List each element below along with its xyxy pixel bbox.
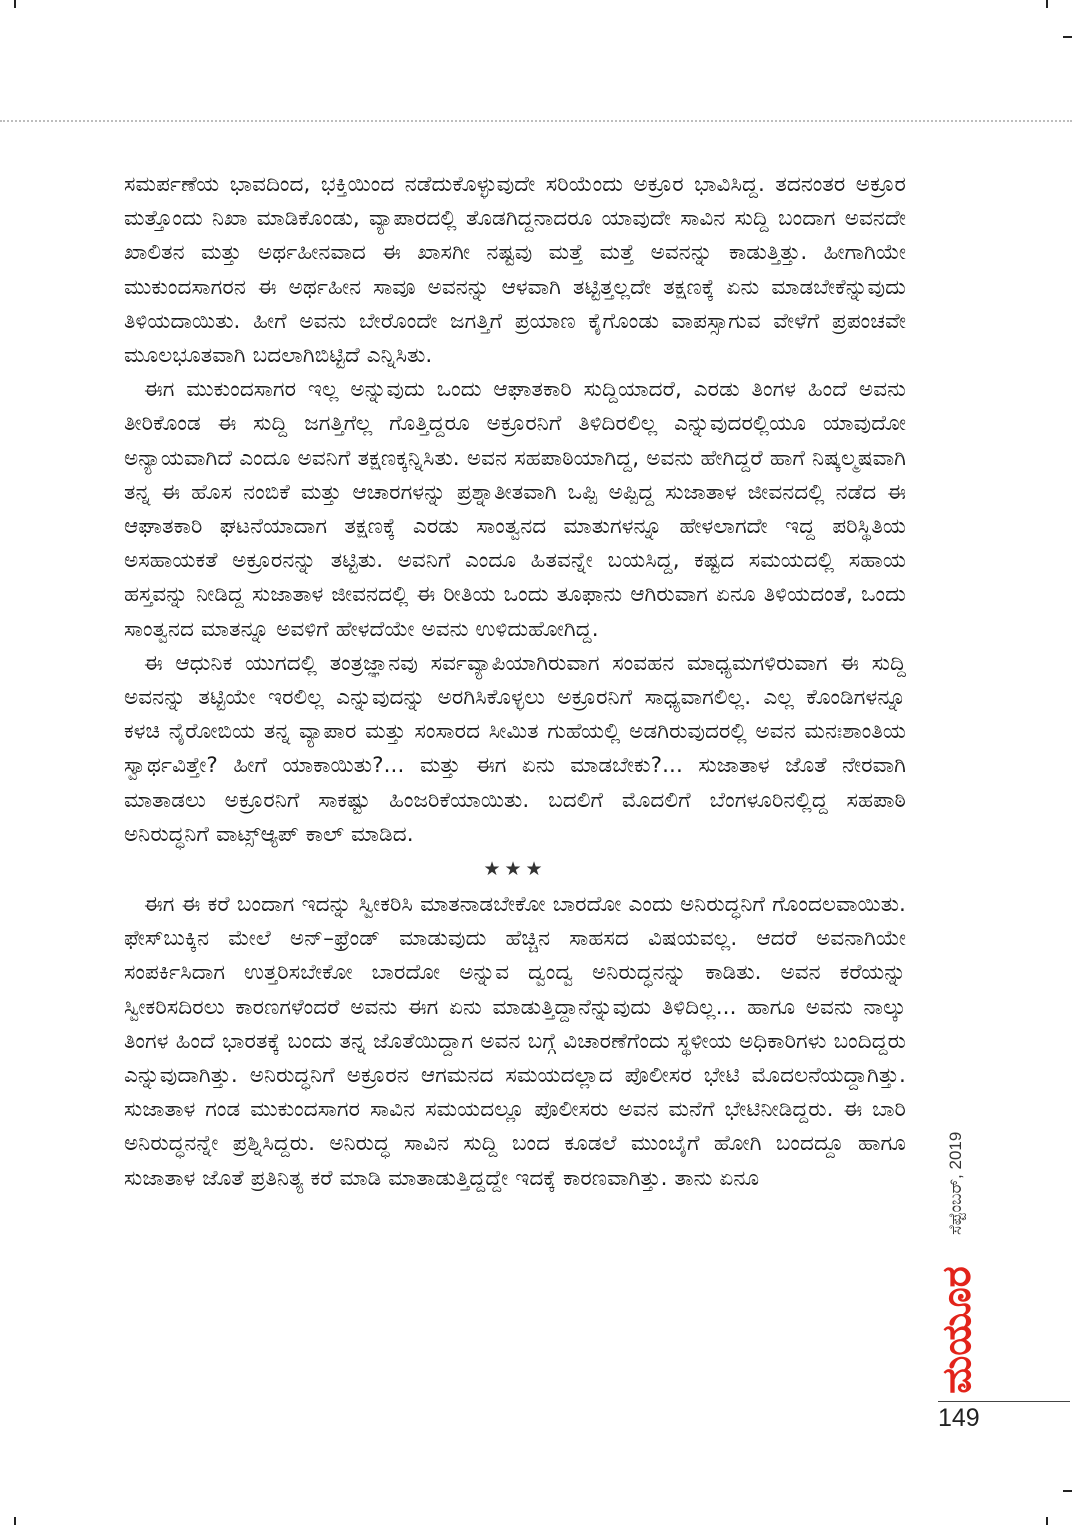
logo-text: ಮಯೂರ [934, 1266, 980, 1394]
magazine-logo [934, 1260, 980, 1400]
crop-mark-right-lower [1063, 1490, 1072, 1492]
article-paragraph: ಈ ಆಧುನಿಕ ಯುಗದಲ್ಲಿ ತಂತ್ರಜ್ಞಾನವು ಸರ್ವವ್ಯಾಪಿಯಾಗಿರುವಾಗ ಸಂವಹನ ಮಾಧ್ಯಮಗಳಿರುವಾಗ ಈ ಸುದ್ದಿ ಅವನನ್ನು ತಟ್ಟಿಯೇ ಇರಲಿಲ್ಲ ಎನ್ನುವುದನ್ನು ಅರಗಿಸಿಕೊಳ್ಳಲು ಅಕ್ರೂರನಿಗೆ ಸಾಧ್ಯವಾಗಲಿಲ್ಲ. ಎಲ್ಲ ಕೊಂಡಿಗಳನ್ನೂ ಕಳಚಿ ನೈರೋಬಿಯ ತನ್ನ ವ್ಯಾಪಾರ ಮತ್ತು ಸಂಸಾರದ ಸೀಮಿತ ಗುಹೆಯಲ್ಲಿ ಅಡಗಿರುವುದರಲ್ಲಿ ಅವನ ಮನಃಶಾಂತಿಯ ಸ್ವಾರ್ಥವಿತ್ತೇ? ಹೀಗೆ ಯಾಕಾಯಿತು?... ಮತ್ತು ಈಗ ಏನು ಮಾಡಬೇಕು?... ಸುಜಾತಾಳ ಜೊತೆ ನೇರವಾಗಿ ಮಾತಾಡಲು ಅಕ್ರೂರನಿಗೆ ಸಾಕಷ್ಟು ಹಿಂಜರಿಕೆಯಾಯಿತು. ಬದಲಿಗೆ ಮೊದಲಿಗೆ ಬೆಂಗಳೂರಿನಲ್ಲಿದ್ದ ಸಹಪಾಠಿ ಅನಿರುದ್ಧನಿಗೆ ವಾಟ್ಸ್‌ಆ್ಯಪ್ ಕಾಲ್ ಮಾಡಿದ. [124, 650, 906, 847]
magazine-sidebar [920, 1085, 990, 1405]
section-break-stars: ★★★ [483, 858, 547, 881]
footer-rule [938, 1401, 1070, 1402]
issue-date: ಸೆಪ್ಟೆಂಬರ್, 2019 [946, 1131, 965, 1235]
page-number: 149 [938, 1404, 980, 1432]
article-paragraph: ಈಗ ಮುಕುಂದಸಾಗರ ಇಲ್ಲ ಅನ್ನುವುದು ಒಂದು ಆಘಾತಕಾರಿ ಸುದ್ದಿಯಾದರೆ, ಎರಡು ತಿಂಗಳ ಹಿಂದೆ ಅವನು ತೀರಿಕೊಂಡ ಈ ಸುದ್ದಿ ಜಗತ್ತಿಗೆಲ್ಲ ಗೊತ್ತಿದ್ದರೂ ಅಕ್ರೂರನಿಗೆ ತಿಳಿದಿರಲಿಲ್ಲ ಎನ್ನುವುದರಲ್ಲಿಯೂ ಯಾವುದೋ ಅನ್ಯಾಯವಾಗಿದೆ ಎಂದೂ ಅವನಿಗೆ ತಕ್ಷಣಕ್ಕನ್ನಿಸಿತು. ಅವನ ಸಹಪಾಠಿಯಾಗಿದ್ದ, ಅವನು ಹೇಗಿದ್ದರೆ ಹಾಗೆ ನಿಷ್ಕಲ್ಮಷವಾಗಿ ತನ್ನ ಈ ಹೊಸ ನಂಬಿಕೆ ಮತ್ತು ಆಚಾರಗಳನ್ನು ಪ್ರಶ್ನಾತೀತವಾಗಿ ಒಪ್ಪಿ ಅಪ್ಪಿದ್ದ ಸುಜಾತಾಳ ಜೀವನದಲ್ಲಿ ನಡೆದ ಈ ಆಘಾತಕಾರಿ ಘಟನೆಯಾದಾಗ ತಕ್ಷಣಕ್ಕೆ ಎರಡು ಸಾಂತ್ವನದ ಮಾತುಗಳನ್ನೂ ಹೇಳಲಾಗದೇ ಇದ್ದ ಪರಿಸ್ಥಿತಿಯ ಅಸಹಾಯಕತೆ ಅಕ್ರೂರನನ್ನು ತಟ್ಟಿತು. ಅವನಿಗೆ ಎಂದೂ ಹಿತವನ್ನೇ ಬಯಸಿದ್ದ, ಕಷ್ಟದ ಸಮಯದಲ್ಲಿ ಸಹಾಯ ಹಸ್ತವನ್ನು ನೀಡಿದ್ದ ಸುಜಾತಾಳ ಜೀವನದಲ್ಲಿ ಈ ರೀತಿಯ ಒಂದು ತೂಫಾನು ಆಗಿರುವಾಗ ಏನೂ ತಿಳಿಯದಂತೆ, ಒಂದು ಸಾಂತ್ವನದ ಮಾತನ್ನೂ ಅವಳಿಗೆ ಹೇಳದೆಯೇ ಅವನು ಉಳಿದುಹೋಗಿದ್ದ. [124, 377, 906, 642]
header-dotted-rule [0, 120, 1072, 122]
article-body [124, 168, 906, 1196]
article-paragraph: ಈಗ ಈ ಕರೆ ಬಂದಾಗ ಇದನ್ನು ಸ್ವೀಕರಿಸಿ ಮಾತನಾಡಬೇಕೋ ಬಾರದೋ ಎಂದು ಅನಿರುದ್ಧನಿಗೆ ಗೊಂದಲವಾಯಿತು. ಫೇಸ್‌ಬುಕ್ಕಿನ ಮೇಲೆ ಅನ್–ಫ್ರೆಂಡ್ ಮಾಡುವುದು ಹೆಚ್ಚಿನ ಸಾಹಸದ ವಿಷಯವಲ್ಲ. ಆದರೆ ಅವನಾಗಿಯೇ ಸಂಪರ್ಕಿಸಿದಾಗ ಉತ್ತರಿಸಬೇಕೋ ಬಾರದೋ ಅನ್ನುವ ದ್ವಂದ್ವ ಅನಿರುದ್ಧನನ್ನು ಕಾಡಿತು. ಅವನ ಕರೆಯನ್ನು ಸ್ವೀಕರಿಸದಿರಲು ಕಾರಣಗಳೆಂದರೆ ಅವನು ಈಗ ಏನು ಮಾಡುತ್ತಿದ್ದಾನೆನ್ನುವುದು ತಿಳಿದಿಲ್ಲ... ಹಾಗೂ ಅವನು ನಾಲ್ಕು ತಿಂಗಳ ಹಿಂದೆ ಭಾರತಕ್ಕೆ ಬಂದು ತನ್ನ ಜೊತೆಯಿದ್ದಾಗ ಅವನ ಬಗ್ಗೆ ವಿಚಾರಣೆಗೆಂದು ಸ್ಥಳೀಯ ಅಧಿಕಾರಿಗಳು ಬಂದಿದ್ದರು ಎನ್ನುವುದಾಗಿತ್ತು. ಅನಿರುದ್ಧನಿಗೆ ಅಕ್ರೂರನ ಆಗಮನದ ಸಮಯದಲ್ಲಾದ ಪೊಲೀಸರ ಭೇಟಿ ಮೊದಲನೆಯದ್ದಾಗಿತ್ತು. ಸುಜಾತಾಳ ಗಂಡ ಮುಕುಂದಸಾಗರ ಸಾವಿನ ಸಮಯದಲ್ಲೂ ಪೊಲೀಸರು ಅವನ ಮನೆಗೆ ಭೇಟಿನೀಡಿದ್ದರು. ಈ ಬಾರಿ ಅನಿರುದ್ಧನನ್ನೇ ಪ್ರಶ್ನಿಸಿದ್ದರು. ಅನಿರುದ್ಧ ಸಾವಿನ ಸುದ್ದಿ ಬಂದ ಕೂಡಲೆ ಮುಂಬೈಗೆ ಹೋಗಿ ಬಂದದ್ದೂ ಹಾಗೂ ಸುಜಾತಾಳ ಜೊತೆ ಪ್ರತಿನಿತ್ಯ ಕರೆ ಮಾಡಿ ಮಾತಾಡುತ್ತಿದ್ದದ್ದೇ ಇದಕ್ಕೆ ಕಾರಣವಾಗಿತ್ತು. ತಾನು ಏನೂ [124, 892, 906, 1191]
crop-mark-bottom-left [14, 1517, 16, 1525]
crop-mark-top-right [1046, 0, 1048, 8]
article-paragraph: ಸಮರ್ಪಣೆಯ ಭಾವದಿಂದ, ಭಕ್ತಿಯಿಂದ ನಡೆದುಕೊಳ್ಳುವುದೇ ಸರಿಯೆಂದು ಅಕ್ರೂರ ಭಾವಿಸಿದ್ದ. ತದನಂತರ ಅಕ್ರೂರ ಮತ್ತೊಂದು ನಿಖಾ ಮಾಡಿಕೊಂಡು, ವ್ಯಾಪಾರದಲ್ಲಿ ತೊಡಗಿದ್ದನಾದರೂ ಯಾವುದೇ ಸಾವಿನ ಸುದ್ದಿ ಬಂದಾಗ ಅವನದೇ ಖಾಲಿತನ ಮತ್ತು ಅರ್ಥಹೀನವಾದ ಈ ಖಾಸಗೀ ನಷ್ಟವು ಮತ್ತೆ ಮತ್ತೆ ಅವನನ್ನು ಕಾಡುತ್ತಿತ್ತು. ಹೀಗಾಗಿಯೇ ಮುಕುಂದಸಾಗರನ ಈ ಅರ್ಥಹೀನ ಸಾವೂ ಅವನನ್ನು ಆಳವಾಗಿ ತಟ್ಟಿತ್ತಲ್ಲದೇ ತಕ್ಷಣಕ್ಕೆ ಏನು ಮಾಡಬೇಕೆನ್ನುವುದು ತಿಳಿಯದಾಯಿತು. ಹೀಗೆ ಅವನು ಬೇರೊಂದೇ ಜಗತ್ತಿಗೆ ಪ್ರಯಾಣ ಕೈಗೊಂಡು ವಾಪಸ್ಸಾಗುವ ವೇಳೆಗೆ ಪ್ರಪಂಚವೇ ಮೂಲಭೂತವಾಗಿ ಬದಲಾಗಿಬಿಟ್ಟಿದೆ ಎನ್ನಿಸಿತು. [124, 172, 906, 369]
crop-mark-right-upper [1063, 36, 1072, 38]
crop-mark-bottom-right [1046, 1517, 1048, 1525]
crop-mark-top-left [14, 0, 16, 8]
